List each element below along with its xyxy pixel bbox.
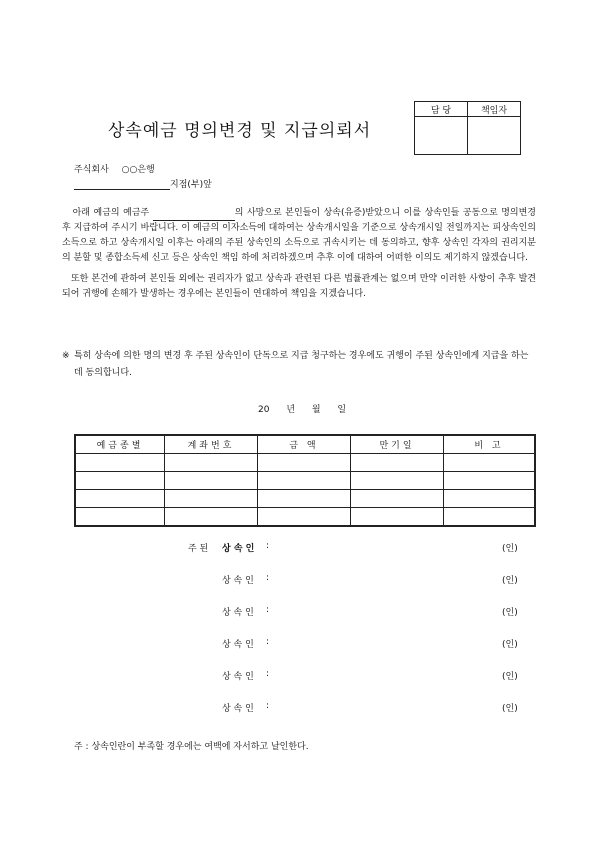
col-header: 금 액: [258, 435, 351, 454]
table-cell[interactable]: [351, 508, 444, 527]
heir-label: 상 속 인: [222, 672, 254, 682]
table-cell[interactable]: [75, 508, 165, 527]
approval-sign-supervisor[interactable]: [468, 117, 521, 155]
table-header-row: [75, 435, 535, 454]
heir-seal[interactable]: (인): [502, 576, 518, 586]
main-heir-prefix: 주 된: [188, 544, 209, 554]
p1-start: 아래 예금의 예금주: [72, 208, 150, 218]
footnote: 주 : 상속인란이 부족할 경우에는 여백에 자서하고 날인한다.: [74, 742, 309, 752]
table-cell[interactable]: [258, 490, 351, 508]
company-prefix: 주식회사: [74, 165, 109, 175]
heir-label: 상 속 인: [222, 576, 254, 586]
table-cell[interactable]: [444, 472, 536, 490]
heir-colon: :: [266, 573, 270, 583]
heir-colon: :: [266, 605, 270, 615]
approval-sign-manager[interactable]: [415, 117, 468, 155]
col-header: 계좌번호: [165, 435, 258, 454]
addressee-branch: [74, 177, 212, 190]
addressee-bank: [74, 162, 155, 175]
table-cell[interactable]: [351, 490, 444, 508]
heir-seal[interactable]: (인): [502, 608, 518, 618]
heir-seal[interactable]: (인): [502, 640, 518, 650]
approval-header-manager: 담 당: [415, 102, 468, 117]
bank-name: ○○은행: [121, 165, 155, 175]
heir-label: 상 속 인: [222, 608, 254, 618]
branch-suffix: 지점(부)앞: [170, 180, 212, 190]
heir-colon: :: [266, 637, 270, 647]
note-mark: ※: [62, 351, 70, 361]
table-row: [75, 472, 535, 490]
approval-box: [414, 101, 521, 155]
heir-colon: :: [266, 669, 270, 679]
note-text: 특히 상속에 의한 명의 변경 후 주된 상속인이 단독으로 지급 청구하는 경우에도 귀행이 주된 상속인에게 지급을 하는데 동의합니다.: [74, 351, 529, 378]
table-cell[interactable]: [165, 508, 258, 527]
table-cell[interactable]: [75, 490, 165, 508]
body-paragraph-1: [62, 206, 536, 266]
table-cell[interactable]: [75, 454, 165, 472]
table-row: [75, 490, 535, 508]
table-row: [75, 508, 535, 527]
main-heir-seal[interactable]: (인): [502, 544, 518, 554]
table-cell[interactable]: [165, 490, 258, 508]
approval-header-supervisor: 책임자: [468, 102, 521, 117]
heir-colon: :: [266, 701, 270, 711]
p1-rest: 의 사망으로 본인들이 상속(유증)받았으니 이를 상속인들 공동으로 명의변경 후 지급하여 주시기 바랍니다. 이 예금의 이자소득에 대하여는 상속개시일을 기준으로 상속개시일 전일까지는 피상속인의 소득으로 하고 상속개시일 이후는 아래의 주된 상속인의 소득으로 귀속시키는 데 동의하고, 향후 상속인 각자의 권리지분의 분할 및 종합소득세 신고 등은 상속인 책임 하에 처리하겠으며 추후 이에 대하여 어떠한 이의도 제기하지 않겠습니다.: [62, 208, 536, 263]
table-cell[interactable]: [165, 472, 258, 490]
heir-label: 상 속 인: [222, 640, 254, 650]
table-cell[interactable]: [258, 508, 351, 527]
table-cell[interactable]: [351, 454, 444, 472]
body-paragraph-2: [62, 272, 536, 302]
table-cell[interactable]: [258, 472, 351, 490]
p2-text: 또한 본건에 관하여 본인들 외에는 권리자가 없고 상속과 관련된 다른 법률관계는 없으며 만약 이러한 사항이 추후 발견되어 귀행에 손해가 발생하는 경우에는 본인들이 연대하여 책임을 지겠습니다.: [62, 274, 536, 299]
table-cell[interactable]: [351, 472, 444, 490]
heir-label: 상 속 인: [222, 704, 254, 714]
table-cell[interactable]: [444, 454, 536, 472]
col-header: 예금종별: [75, 435, 165, 454]
table-row: [75, 454, 535, 472]
table-cell[interactable]: [75, 472, 165, 490]
col-header: 비 고: [444, 435, 536, 454]
table-cell[interactable]: [444, 490, 536, 508]
document-title: 상속예금 명의변경 및 지급의뢰서: [108, 121, 372, 141]
main-heir-label: 상 속 인: [222, 544, 255, 554]
main-heir-colon: :: [266, 541, 270, 551]
col-header: 만기일: [351, 435, 444, 454]
depositor-blank[interactable]: [153, 210, 235, 221]
table-cell[interactable]: [258, 454, 351, 472]
special-note: [62, 348, 536, 382]
heir-seal[interactable]: (인): [502, 672, 518, 682]
table-cell[interactable]: [165, 454, 258, 472]
branch-blank[interactable]: [74, 179, 170, 190]
heir-seal[interactable]: (인): [502, 704, 518, 714]
table-cell[interactable]: [444, 508, 536, 527]
date-line: 20 년 월 일: [258, 405, 347, 415]
deposit-table: [74, 434, 536, 527]
